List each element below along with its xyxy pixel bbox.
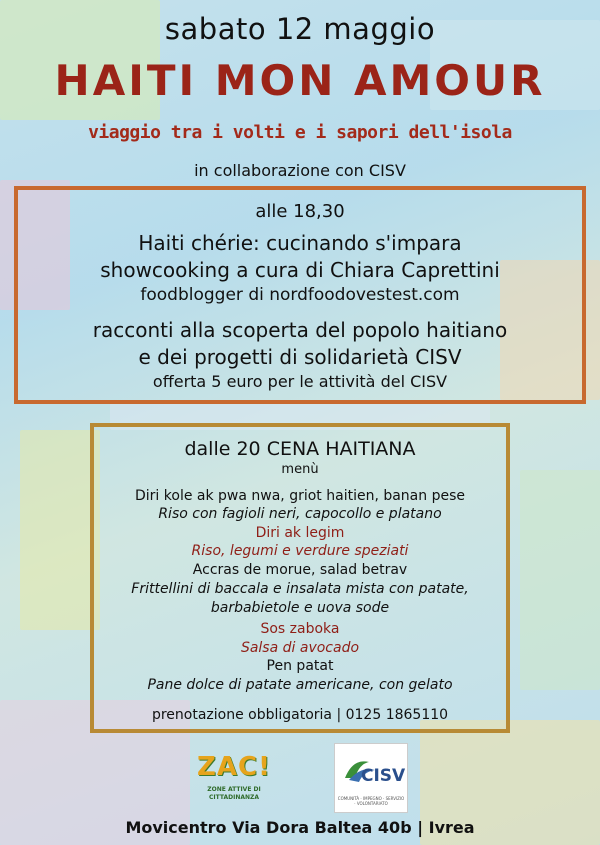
stories-line-2: e dei progetti di solidarietà CISV: [138, 345, 462, 369]
collaboration-line: in collaborazione con CISV: [194, 161, 406, 180]
cisv-logo: [334, 743, 408, 813]
menu-item-desc: Frittellini di baccala e insalata mista con patate,: [131, 581, 469, 597]
menu-item-desc: Riso con fagioli neri, capocollo e platano: [158, 506, 442, 522]
menu-item-name: Pen patat: [266, 658, 334, 674]
event-date: sabato 12 maggio: [164, 12, 436, 46]
showcooking-subtitle: showcooking a cura di Chiara Caprettini: [100, 258, 500, 282]
dinner-time: dalle 20: [184, 438, 261, 460]
first-time: alle 18,30: [255, 201, 345, 222]
offer-line: offerta 5 euro per le attività del CISV: [152, 372, 448, 391]
showcooking-title: Haiti chérie: cucinando s'impara: [138, 231, 462, 255]
cisv-logo-caption: COMUNITÀ · IMPEGNO · SERVIZIO · VOLONTARIATO: [337, 796, 405, 806]
menu-item-name: Diri kole ak pwa nwa, griot haitien, banan pese: [135, 488, 465, 504]
event-title: HAITI MON AMOUR: [54, 56, 546, 105]
menu-item-name: Diri ak legim: [255, 525, 345, 541]
menu-item-desc: barbabietole e uova sode: [210, 600, 390, 616]
menu-item-name: Sos zaboka: [260, 621, 340, 637]
event-subtitle: viaggio tra i volti e i sapori dell'isola: [88, 122, 512, 143]
dinner-title: CENA HAITIANA: [266, 438, 416, 460]
zac-logo-caption: ZONE ATTIVE DI CITTADINANZA: [207, 786, 261, 801]
reservation-line: prenotazione obbligatoria | 0125 1865110: [151, 707, 449, 723]
menu-item-desc: Pane dolce di patate americane, con gelato: [147, 677, 453, 693]
zac-logo: [194, 750, 274, 810]
blogger-line: foodblogger di nordfoodovestest.com: [140, 285, 460, 305]
menu-item-name: Accras de morue, salad betrav: [192, 562, 408, 578]
menu-item-desc: Riso, legumi e verdure speziati: [191, 543, 409, 559]
menu-item-desc: Salsa di avocado: [240, 640, 360, 656]
zac-logo-text: ZAC!: [197, 752, 271, 782]
cisv-logo-text: CISV: [361, 766, 406, 786]
dinner-heading: [0, 438, 600, 460]
footer-address: Movicentro Via Dora Baltea 40b | Ivrea: [125, 818, 475, 837]
menu-label: menù: [281, 462, 319, 477]
stories-line-1: racconti alla scoperta del popolo haitiano: [92, 318, 508, 342]
